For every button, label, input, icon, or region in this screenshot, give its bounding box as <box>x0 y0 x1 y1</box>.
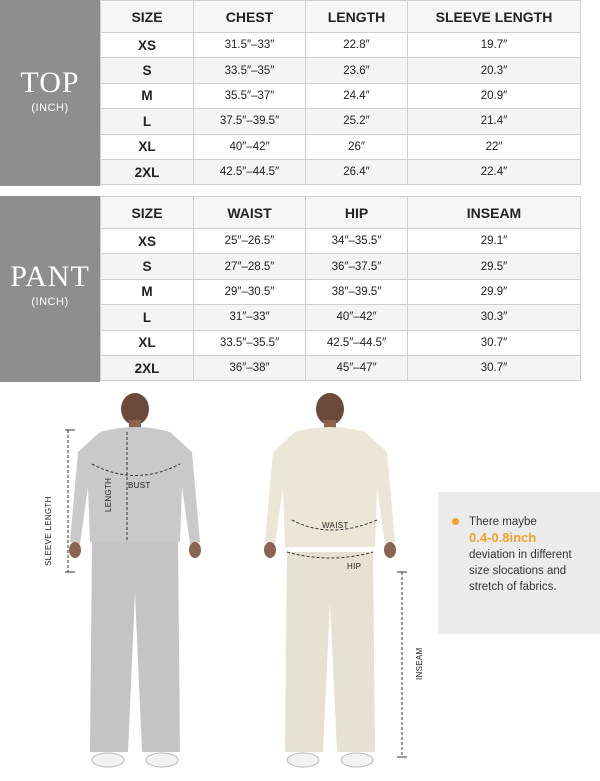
table-row <box>101 33 581 58</box>
table-row <box>101 134 581 159</box>
inseam-cell: 30.7″ <box>408 355 581 380</box>
note-line-1: There maybe <box>469 516 537 528</box>
top-size-section <box>0 0 600 186</box>
grey-outfit-model-illustration <box>30 392 220 781</box>
inseam-cell: 30.3″ <box>408 305 581 330</box>
top-label-panel <box>0 0 100 186</box>
cream-outfit-model-illustration <box>262 392 432 781</box>
waist-cell: 25″–26.5″ <box>194 229 306 254</box>
top-unit: (INCH) <box>31 102 69 114</box>
size-cell: XS <box>101 33 194 58</box>
table-row <box>101 330 581 355</box>
inseam-cell: 29.5″ <box>408 254 581 279</box>
sleeve-cell: 20.3″ <box>408 58 581 83</box>
length-cell: 25.2″ <box>306 109 408 134</box>
chest-cell: 37.5″–39.5″ <box>194 109 306 134</box>
inseam-cell: 29.1″ <box>408 229 581 254</box>
sizing-note-box <box>438 492 600 634</box>
table-row <box>101 355 581 380</box>
table-row <box>101 305 581 330</box>
inseam-cell: 29.9″ <box>408 279 581 304</box>
sleeve-cell: 19.7″ <box>408 33 581 58</box>
hip-label: HIP <box>347 562 362 571</box>
sleeve-cell: 20.9″ <box>408 83 581 108</box>
waist-cell: 33.5″–35.5″ <box>194 330 306 355</box>
hip-cell: 45″–47″ <box>306 355 408 380</box>
size-cell: XS <box>101 229 194 254</box>
inseam-cell: 30.7″ <box>408 330 581 355</box>
header-size: SIZE <box>101 197 194 229</box>
waist-cell: 31″–33″ <box>194 305 306 330</box>
length-cell: 26″ <box>306 134 408 159</box>
size-cell: S <box>101 58 194 83</box>
hip-cell: 34″–35.5″ <box>306 229 408 254</box>
table-header-row <box>101 197 581 229</box>
hip-cell: 40″–42″ <box>306 305 408 330</box>
pant-unit: (INCH) <box>31 296 69 308</box>
waist-cell: 36″–38″ <box>194 355 306 380</box>
size-cell: XL <box>101 330 194 355</box>
table-row <box>101 83 581 108</box>
table-row <box>101 279 581 304</box>
size-cell: XL <box>101 134 194 159</box>
sleeve-cell: 22″ <box>408 134 581 159</box>
bullet-dot-icon <box>452 518 459 525</box>
size-cell: M <box>101 279 194 304</box>
chest-cell: 42.5″–44.5″ <box>194 159 306 184</box>
bust-label: BUST <box>128 481 151 490</box>
waist-cell: 29″–30.5″ <box>194 279 306 304</box>
table-header-row <box>101 1 581 33</box>
size-cell: M <box>101 83 194 108</box>
hip-cell: 36″–37.5″ <box>306 254 408 279</box>
header-hip: HIP <box>306 197 408 229</box>
pant-size-section <box>0 196 600 382</box>
table-row <box>101 229 581 254</box>
header-inseam: INSEAM <box>408 197 581 229</box>
hip-cell: 42.5″–44.5″ <box>306 330 408 355</box>
header-chest: CHEST <box>194 1 306 33</box>
note-highlight: 0.4-0.8inch <box>469 530 537 545</box>
table-row <box>101 159 581 184</box>
length-cell: 22.8″ <box>306 33 408 58</box>
length-cell: 23.6″ <box>306 58 408 83</box>
header-waist: WAIST <box>194 197 306 229</box>
length-label: LENGTH <box>104 477 113 512</box>
chest-cell: 33.5″–35″ <box>194 58 306 83</box>
hip-cell: 38″–39.5″ <box>306 279 408 304</box>
chest-cell: 40″–42″ <box>194 134 306 159</box>
table-row <box>101 109 581 134</box>
inseam-label: INSEAM <box>415 647 424 680</box>
header-size: SIZE <box>101 1 194 33</box>
waist-cell: 27″–28.5″ <box>194 254 306 279</box>
size-cell: 2XL <box>101 355 194 380</box>
note-text <box>469 514 593 595</box>
length-cell: 26.4″ <box>306 159 408 184</box>
size-cell: 2XL <box>101 159 194 184</box>
sleeve-length-label: SLEEVE LENGTH <box>44 496 53 566</box>
size-cell: L <box>101 305 194 330</box>
size-cell: S <box>101 254 194 279</box>
waist-label: WAIST <box>322 521 349 530</box>
chest-cell: 31.5″–33″ <box>194 33 306 58</box>
header-sleeve-length: SLEEVE LENGTH <box>408 1 581 33</box>
top-title: TOP <box>20 66 80 99</box>
chest-cell: 35.5″–37″ <box>194 83 306 108</box>
header-length: LENGTH <box>306 1 408 33</box>
top-size-table <box>100 0 581 185</box>
pant-title: PANT <box>10 260 90 293</box>
pant-label-panel <box>0 196 100 382</box>
table-row <box>101 254 581 279</box>
sleeve-cell: 22.4″ <box>408 159 581 184</box>
note-line-2: deviation in different size slocations and stretch of fabrics. <box>469 549 572 593</box>
size-cell: L <box>101 109 194 134</box>
length-cell: 24.4″ <box>306 83 408 108</box>
pant-size-table <box>100 196 581 381</box>
table-row <box>101 58 581 83</box>
sleeve-cell: 21.4″ <box>408 109 581 134</box>
